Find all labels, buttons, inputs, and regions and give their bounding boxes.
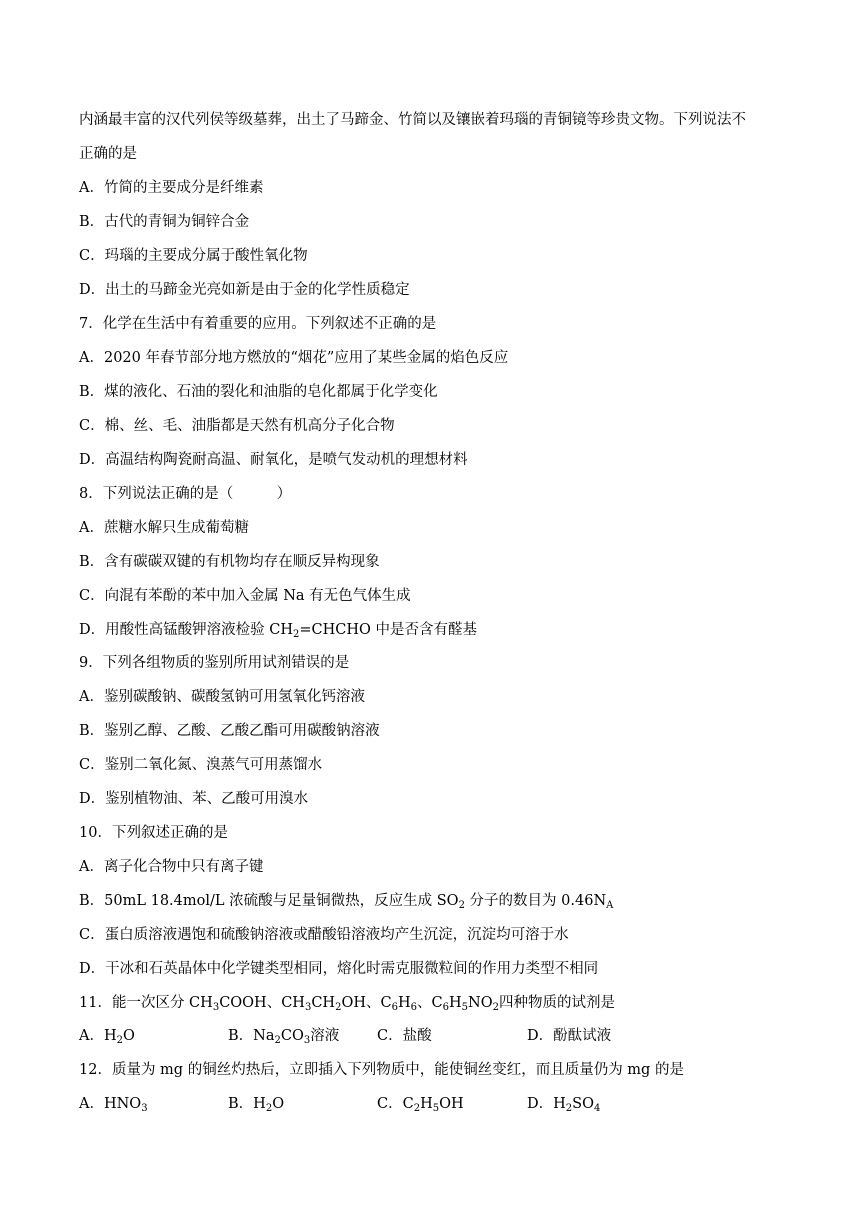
q12-options	[79, 1093, 800, 1115]
q12-option-c	[377, 1093, 527, 1115]
q11-option-d: D．酚酞试液	[527, 1028, 612, 1044]
q12-a-t1: A．HNO	[79, 1096, 142, 1112]
q11-t9: 四种物质的试剂是	[498, 995, 615, 1011]
q11-b-t3: 溶液	[310, 1028, 340, 1044]
q10-b-sub-1: 2	[458, 900, 465, 911]
q9-option-a: A．鉴别碳酸钠、碳酸氢钠可用氢氧化钙溶液	[79, 689, 365, 705]
q12-a-s1: 3	[141, 1103, 148, 1114]
q12-option-a	[79, 1093, 228, 1115]
q12-d-s1: 2	[565, 1103, 573, 1114]
q8-stem: 8．下列说法正确的是（ ）	[79, 486, 292, 502]
q11-t6: 、C	[417, 995, 443, 1011]
q10-option-a: A．离子化合物中只有离子键	[79, 859, 264, 875]
q7-option-b: B．煤的液化、石油的裂化和油脂的皂化都属于化学变化	[79, 384, 438, 400]
q11-t1: 11．能一次区分 CH	[79, 995, 213, 1011]
q11-b-t1: B．Na	[228, 1028, 275, 1044]
q12-d-t1: D．H	[527, 1096, 566, 1112]
q11-s7: 5	[461, 1002, 469, 1013]
q11-option-c: C．盐酸	[377, 1028, 432, 1044]
q10-b-text-1: B．50mL 18.4mol/L 浓硫酸与足量铜微热，反应生成 SO	[79, 893, 459, 909]
q11-t3: CH	[311, 995, 336, 1011]
q12-option-b	[228, 1093, 377, 1115]
q12-c-t3: OH	[439, 1096, 464, 1112]
q12-d-s2: 4	[593, 1103, 601, 1114]
q11-s3: 2	[335, 1002, 342, 1013]
q11-s1: 3	[212, 1002, 220, 1013]
q11-t2: COOH、CH	[219, 995, 305, 1011]
q11-t8: NO	[468, 995, 493, 1011]
q10-option-b	[79, 890, 800, 912]
q8-option-b: B．含有碳碳双键的有机物均存在顺反异构现象	[79, 554, 380, 570]
q10-b-sub-2: A	[606, 900, 614, 911]
q9-option-d: D．鉴别植物油、苯、乙酸可用溴水	[79, 791, 309, 807]
q12-c-s1: 2	[413, 1103, 421, 1114]
q8-option-d	[79, 619, 800, 641]
q12-b-t1: B．H	[228, 1096, 266, 1112]
q12-c-t2: H	[420, 1096, 433, 1112]
q10-stem: 10．下列叙述正确的是	[79, 825, 228, 841]
q11-stem	[79, 992, 800, 1014]
q11-t5: H	[397, 995, 411, 1011]
q11-s5: 6	[410, 1002, 417, 1013]
q8-d-text-1: D．用酸性高锰酸钾溶液检验 CH	[79, 622, 293, 638]
q10-option-d: D．干冰和石英晶体中化学键类型相同，熔化时需克服微粒间的作用力类型不相同	[79, 961, 599, 977]
q11-s8: 2	[492, 1002, 499, 1013]
q11-a-t1: A．H	[79, 1028, 117, 1044]
q11-option-a	[79, 1025, 228, 1047]
q11-t7: H	[448, 995, 462, 1011]
q11-a-t2: O	[123, 1028, 135, 1044]
q9-option-c: C．鉴别二氧化氮、溴蒸气可用蒸馏水	[79, 757, 323, 773]
q6-stem-line2: 正确的是	[79, 146, 137, 162]
q12-b-t2: O	[272, 1096, 285, 1112]
q6-stem-line1: 内涵最丰富的汉代列侯等级墓葬，出土了马蹄金、竹简以及镶嵌着玛瑙的青铜镜等珍贵文物。下列说法不	[79, 112, 746, 128]
q6-option-a: A．竹简的主要成分是纤维素	[79, 180, 264, 196]
q11-s6: 6	[442, 1002, 449, 1013]
q8-d-sub: 2	[292, 629, 300, 640]
q11-t4: OH、C	[341, 995, 392, 1011]
q11-option-b	[228, 1025, 377, 1047]
q11-options	[79, 1025, 800, 1047]
q12-c-s2: 5	[432, 1103, 440, 1114]
q11-b-s2: 3	[303, 1035, 311, 1046]
q12-stem: 12．质量为 mg 的铜丝灼热后，立即插入下列物质中，能使铜丝变红，而且质量仍为 mg 的是	[79, 1062, 684, 1078]
q11-b-t2: CO	[280, 1028, 304, 1044]
q6-option-b: B．古代的青铜为铜锌合金	[79, 214, 250, 230]
q8-d-text-2: =CHCHO 中是否含有醛基	[299, 622, 477, 638]
q8-option-a: A．蔗糖水解只生成葡萄糖	[79, 520, 249, 536]
q12-d-t2: SO	[572, 1096, 594, 1112]
q9-stem: 9．下列各组物质的鉴别所用试剂错误的是	[79, 655, 350, 671]
q12-option-d	[527, 1093, 600, 1115]
q6-option-d: D．出土的马蹄金光亮如新是由于金的化学性质稳定	[79, 282, 410, 298]
q10-b-text-2: 分子的数目为 0.46N	[464, 893, 607, 909]
q11-s4: 6	[391, 1002, 398, 1013]
q10-option-c: C．蛋白质溶液遇饱和硫酸钠溶液或醋酸铅溶液均产生沉淀，沉淀均可溶于水	[79, 927, 569, 943]
q7-option-d: D．高温结构陶瓷耐高温、耐氧化，是喷气发动机的理想材料	[79, 452, 468, 468]
q7-stem: 7．化学在生活中有着重要的应用。下列叙述不正确的是	[79, 316, 437, 332]
q7-option-a: A．2020 年春节部分地方燃放的“烟花”应用了某些金属的焰色反应	[79, 350, 509, 366]
q9-option-b: B．鉴别乙醇、乙酸、乙酸乙酯可用碳酸钠溶液	[79, 723, 380, 739]
q11-s2: 3	[304, 1002, 312, 1013]
q11-a-s1: 2	[116, 1035, 123, 1046]
q7-option-c: C．棉、丝、毛、油脂都是天然有机高分子化合物	[79, 418, 395, 434]
q12-b-s1: 2	[265, 1103, 273, 1114]
q6-option-c: C．玛瑙的主要成分属于酸性氧化物	[79, 248, 308, 264]
q8-option-c: C．向混有苯酚的苯中加入金属 Na 有无色气体生成	[79, 588, 411, 604]
q11-b-s1: 2	[274, 1035, 281, 1046]
q12-c-t1: C．C	[377, 1096, 414, 1112]
